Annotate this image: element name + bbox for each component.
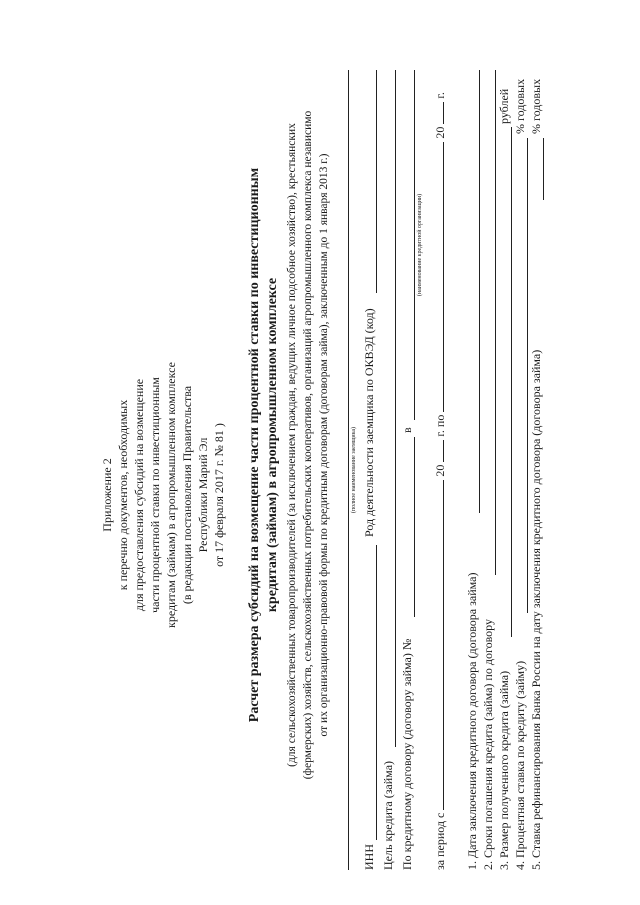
period-label <box>433 92 448 870</box>
appendix-number: Приложение 2 <box>100 458 114 532</box>
intro-line: (фермерских) хозяйств, сельскохозяйственных потребительских кооперативов, организаций агропромышленного комплекса независимо <box>302 110 314 780</box>
period-year-start-field <box>433 440 444 462</box>
appendix-line: (в редакции постановления Правительства <box>180 385 194 605</box>
item-4-field <box>527 138 528 613</box>
item-4-suffix: % годовых <box>513 78 527 134</box>
contract-label: По кредитному договору (договору займа) № <box>400 638 414 870</box>
period-to: г. по <box>433 414 447 437</box>
intro-line: (для сельскохозяйственных товаропроизводителей (за исключением граждан, ведущих личное подсобное хозяйство), крестьянских <box>286 123 298 767</box>
period-end-field <box>433 142 444 412</box>
appendix-line: части процентной ставки по инвестиционным <box>148 377 162 613</box>
contract-in-label: в <box>400 427 414 433</box>
lender-caption: (наименование кредитной организации) <box>417 193 423 297</box>
item-4-label: 4. Процентная ставка по кредиту (займу) <box>513 660 527 870</box>
document-title-line2: кредитам (займам) в агропромышленном комплексе <box>265 277 280 613</box>
item-2-field <box>495 70 496 575</box>
appendix-line: Республики Марий Эл <box>196 437 210 553</box>
inn-label: ИНН <box>362 844 376 870</box>
period-year-end: 20 <box>433 126 447 139</box>
lender-field-line <box>414 70 415 420</box>
period-year-start: 20 <box>433 464 447 477</box>
appendix-date-line: от 17 февраля 2017 г. № 81 ) <box>212 423 226 567</box>
appendix-line: к перечню документов, необходимых <box>116 399 130 591</box>
intro-line: от их организационно-правовой формы по кредитным договорам (договорам займа), заключенным до 1 января 2013 г.) <box>318 153 330 737</box>
item-1-label: 1. Дата заключения кредитного договора (договора займа) <box>465 572 479 870</box>
period-year-end-field <box>433 102 444 124</box>
purpose-label: Цель кредита (займа) <box>381 760 395 870</box>
inn-field-line <box>376 545 377 840</box>
borrower-name-line <box>348 70 349 870</box>
item-3-label: 3. Размер полученного кредита (займа) <box>497 670 511 870</box>
item-2-label: 2. Сроки погашения кредита (займа) по договору <box>481 619 495 870</box>
okved-label: Род деятельности заемщика по ОКВЭД (код) <box>362 308 376 537</box>
appendix-line: кредитам (займам) в агропромышленном комплексе <box>164 362 178 628</box>
appendix-line: для предоставления субсидий на возмещение <box>132 378 146 612</box>
contract-number-line <box>414 437 415 617</box>
borrower-caption: (полное наименование заемщика) <box>351 426 357 514</box>
document-title: Расчет размера субсидий на возмещение части процентной ставки по инвестиционным <box>247 167 262 723</box>
item-3-field <box>511 127 512 637</box>
period-start-field <box>433 480 444 810</box>
item-5-label: 5. Ставка рефинансирования Банка России на дату заключения кредитного договора (договора займа) <box>529 349 543 870</box>
item-1-field <box>479 70 480 513</box>
okved-field-line <box>376 70 377 293</box>
item-3-suffix: рублей <box>497 88 511 124</box>
purpose-field-line <box>395 70 396 747</box>
item-5-field <box>543 138 544 200</box>
period-end-suffix: г. <box>433 92 447 99</box>
period-prefix: за период с <box>433 812 447 870</box>
item-5-suffix: % годовых <box>529 78 543 134</box>
